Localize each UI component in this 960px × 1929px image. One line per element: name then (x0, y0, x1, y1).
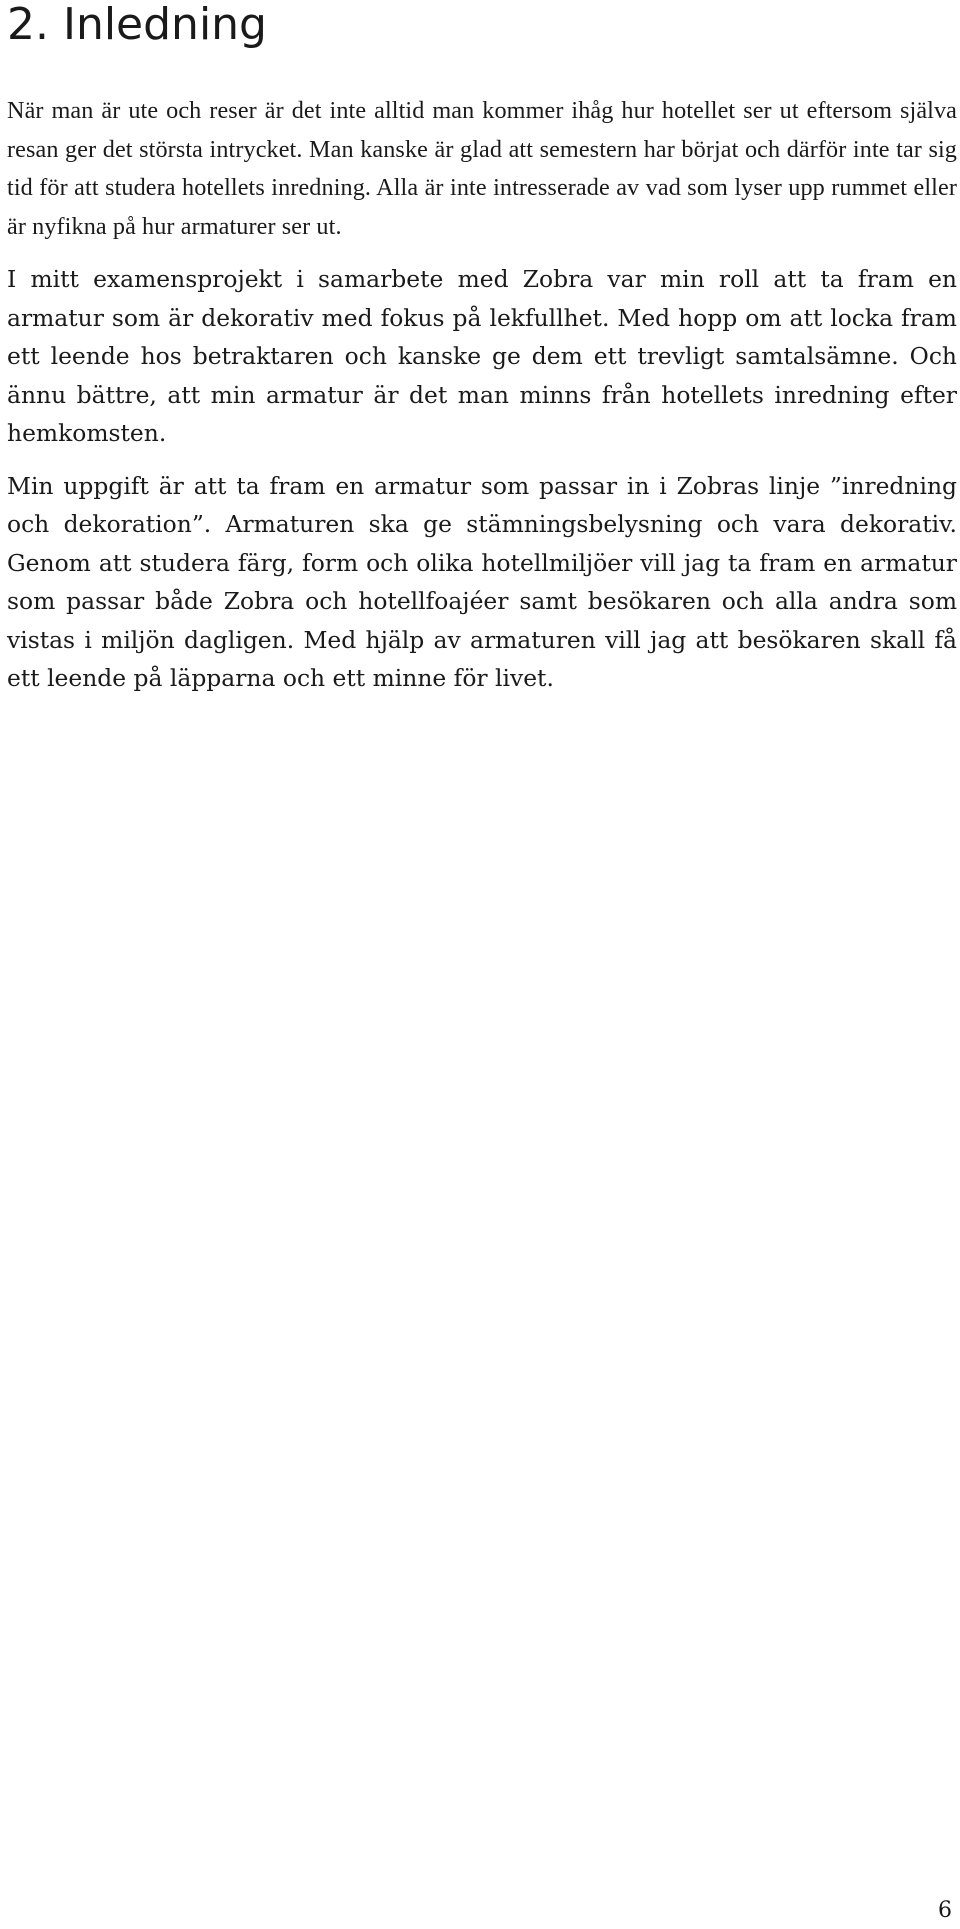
page-title: 2. Inledning (7, 0, 267, 50)
body-text (7, 92, 957, 712)
paragraph-intro: När man är ute och reser är det inte alltid man kommer ihåg hur hotellet ser ut eftersom själva resan ger det största intrycket. Man kanske är glad att semestern har börjat och därför inte tar sig tid för att studera hotellets inredning. Alla är inte intresserade av vad som lyser upp rummet eller är nyfikna på hur armaturer ser ut. (7, 97, 957, 240)
page-number: 6 (938, 1898, 952, 1923)
paragraph-assignment: Min uppgift är att ta fram en armatur som passar in i Zobras linje ”inredning och dekoration”. Armaturen ska ge stämningsbelysning och vara dekorativ. Genom att studera färg, form och olika hotellmiljöer vill jag ta fram en armatur som passar både Zobra och hotellfoajéer samt besökaren och alla andra som vistas i miljön dagligen. Med hjälp av armaturen vill jag att besökaren skall få ett leende på läpparna och ett minne för livet. (7, 471, 957, 692)
paragraph-project-role: I mitt examensprojekt i samarbete med Zobra var min roll att ta fram en armatur som är dekorativ med fokus på lekfullhet. Med hopp om att locka fram ett leende hos betraktaren och kanske ge dem ett trevligt samtalsämne. Och ännu bättre, att min armatur är det man minns från hotellets inredning efter hemkomsten. (7, 265, 957, 447)
